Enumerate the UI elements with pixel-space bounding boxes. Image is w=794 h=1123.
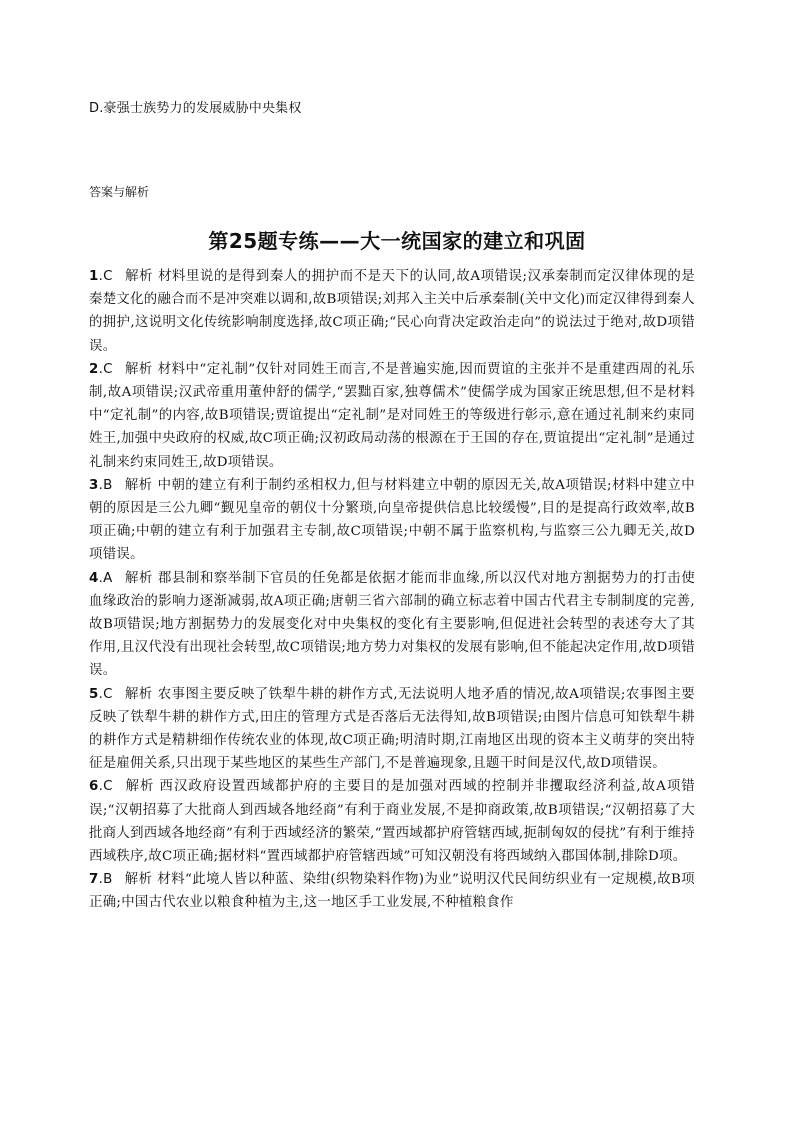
answer-number: 4 xyxy=(89,570,99,586)
answer-text: 材料“此境人皆以种蓝、染绀(织物染料作物)为业”说明汉代民间纺织业有一定规模,故B项正确;中国古代农业以粮食种植为主,这一地区手工业发展,不种植粮食作 xyxy=(89,872,695,911)
answer-key: .C xyxy=(98,269,113,284)
answer-key: .C xyxy=(98,779,113,795)
answer-item xyxy=(89,683,695,776)
answer-key: .A xyxy=(98,570,113,586)
answer-number: 5 xyxy=(89,686,99,702)
answer-item xyxy=(89,775,695,868)
answer-text: 西汉政府设置西域都护府的主要目的是加强对西域的控制并非攫取经济利益,故A项错误;“汉朝招募了大批商人到西域各地经商”有利于商业发展,不是抑商政策,故B项错误;“汉朝招募了大批商人到西域各地经商”有利于西域经济的繁荣,“置西域都护府管辖西域,扼制匈奴的侵扰”有利于维持西域秩序,故C项正确;据材料“置西域都护府管辖西域”可知汉朝没有将西域纳入郡国体制,排除D项。 xyxy=(89,779,695,865)
answer-item xyxy=(89,474,695,567)
answer-number: 6 xyxy=(89,779,99,795)
answer-key: .C xyxy=(98,361,113,377)
answer-item xyxy=(89,868,695,914)
analysis-tag: 解析 xyxy=(124,477,153,493)
answer-text: 郡县制和察举制下官员的任免都是依据才能而非血缘,所以汉代对地方割据势力的打击使血缘政治的影响力逐渐减弱,故A项正确;唐朝三省六部制的确立标志着中国古代君主专制制度的完善,故B项错误;地方割据势力的发展变化对中央集权的变化有主要影响,但促进社会转型的表述夸大了其作用,且汉代没有出现社会转型,故C项错误;地方势力对集权的发展有影响,但不能起决定作用,故D项错误。 xyxy=(89,570,695,679)
option-d-text: D.豪强士族势力的发展威胁中央集权 xyxy=(89,101,302,116)
answer-number: 7 xyxy=(89,872,99,888)
answer-number: 3 xyxy=(89,477,99,493)
answer-text: 材料里说的是得到秦人的拥护而不是天下的认同,故A项错误;汉承秦制而定汉律体现的是秦楚文化的融合而不是冲突难以调和,故B项错误;刘邦入主关中后承秦制(关中文化)而定汉律得到秦人的拥护,这说明文化传统影响制度选择,故C项正确;“民心向背决定政治走向”的说法过于绝对,故D项错误。 xyxy=(89,269,695,354)
analysis-tag: 解析 xyxy=(124,686,153,702)
answer-list xyxy=(89,265,695,915)
answer-item xyxy=(89,265,695,358)
answer-text: 中朝的建立有利于制约丞相权力,但与材料建立中朝的原因无关,故A项错误;材料中建立中朝的原因是三公九卿“觐见皇帝的朝仪十分繁琐,向皇帝提供信息比较缓慢”,目的是提高行政效率,故B项正确;中朝的建立有利于加强君主专制,故C项错误;中朝不属于监察机构,与监察三公九卿无关,故D项错误。 xyxy=(89,477,695,563)
analysis-tag: 解析 xyxy=(124,779,155,795)
page-title: 第25题专练——大一统国家的建立和巩固 xyxy=(208,229,586,253)
answer-item xyxy=(89,567,695,683)
answer-number: 2 xyxy=(89,361,99,377)
answer-number: 1 xyxy=(89,269,99,284)
answer-text: 材料中“定礼制”仅针对同姓王而言,不是普遍实施,因而贾谊的主张并不是重建西周的礼乐制,故A项错误;汉武帝重用董仲舒的儒学,“罢黜百家,独尊儒术”使儒学成为国家正统思想,但不是材料中“定礼制”的内容,故B项错误;贾谊提出“定礼制”是对同姓王的等级进行彰示,意在通过礼制来约束同姓王,加强中央政府的权威,故C项正确;汉初政局动荡的根源在于王国的存在,贾谊提出“定礼制”是通过礼制来约束同姓王,故D项错误。 xyxy=(89,361,695,470)
answer-text: 农事图主要反映了铁犁牛耕的耕作方式,无法说明人地矛盾的情况,故A项错误;农事图主要反映了铁犁牛耕的耕作方式,田庄的管理方式是否落后无法得知,故B项错误;由图片信息可知铁犁牛耕的耕作方式是精耕细作传统农业的体现,故C项正确;明清时期,江南地区出现的资本主义萌芽的突出特征是雇佣关系,只出现于某些地区的某些生产部门,不是普遍现象,且题干时间是汉代,故D项错误。 xyxy=(89,686,695,772)
answer-key: .B xyxy=(98,872,113,888)
analysis-tag: 解析 xyxy=(124,872,153,888)
analysis-tag: 解析 xyxy=(124,570,153,586)
answer-key: .C xyxy=(98,686,113,702)
analysis-tag: 解析 xyxy=(124,361,153,377)
analysis-tag: 解析 xyxy=(124,269,154,284)
answer-key: .B xyxy=(98,477,113,493)
section-label: 答案与解析 xyxy=(89,185,150,199)
answer-item xyxy=(89,358,695,474)
